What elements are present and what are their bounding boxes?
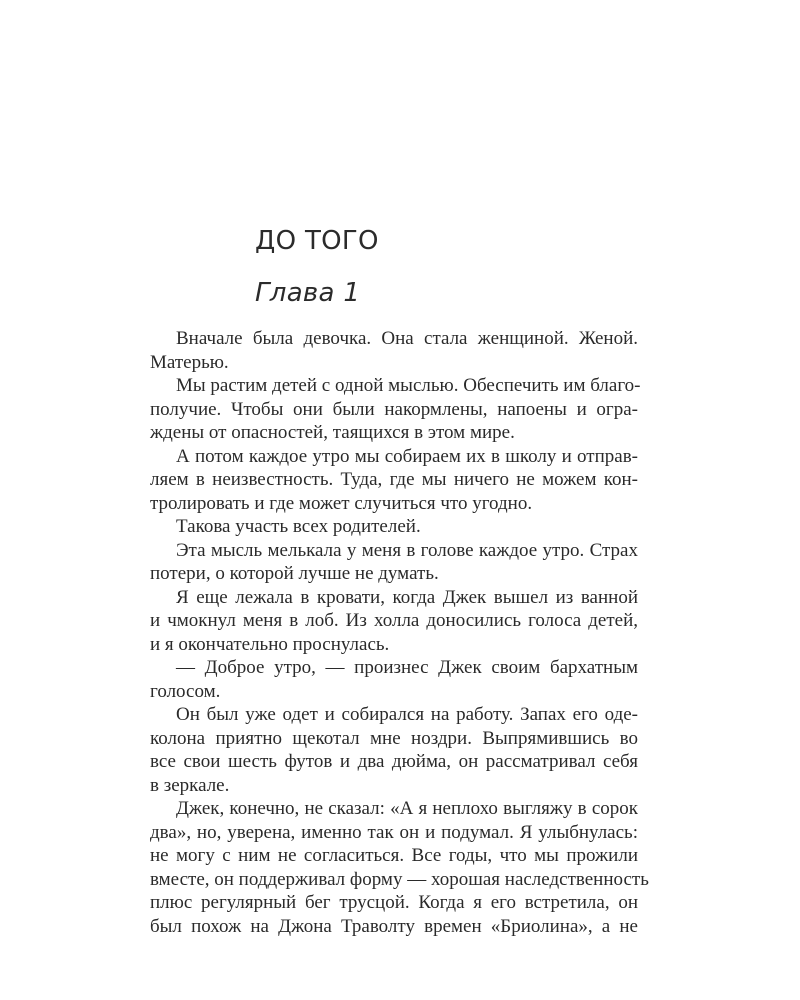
text-line: ляем в неизвестность. Туда, где мы ничего не можем кон-: [150, 469, 638, 490]
text-line: потери, о которой лучше не думать.: [150, 563, 439, 584]
text-line: Мы растим детей с одной мыслью. Обеспечить им благо-: [176, 375, 641, 396]
text-line: Вначале была девочка. Она стала женщиной. Женой.: [176, 328, 638, 349]
text-line: в зеркале.: [150, 774, 230, 796]
text-line: Он был уже одет и собирался на работу. Запах его оде-: [176, 704, 638, 725]
text-line: Джек, конечно, не сказал: «А я неплохо выгляжу в сорок: [176, 798, 638, 819]
paragraph: [150, 703, 638, 797]
paragraph: [150, 327, 638, 374]
text-line: не могу с ним не согласиться. Все годы, что мы прожили: [150, 845, 638, 866]
text-line: Такова участь всех родителей.: [176, 516, 421, 537]
chapter-title: Глава 1: [255, 278, 361, 308]
paragraph: [150, 374, 641, 445]
text-line: голосом.: [150, 680, 221, 702]
paragraph: [150, 656, 638, 703]
paragraph: [150, 586, 638, 657]
paragraph: [150, 797, 649, 938]
text-line: все свои шесть футов и два дюйма, он рассматривал себя: [150, 751, 638, 772]
text-line: А потом каждое утро мы собираем их в школу и отправ-: [176, 445, 638, 467]
text-line: плюс регулярный бег трусцой. Когда я его встретила, он: [150, 892, 638, 913]
text-line: Матерью.: [150, 351, 229, 373]
text-line: ждены от опасностей, таящихся в этом мире.: [150, 422, 515, 443]
text-line: был похож на Джона Траволту времен «Бриолина», а не: [150, 915, 638, 937]
paragraph: [150, 539, 638, 586]
text-line: Эта мысль мелькала у меня в голове каждое утро. Страх: [176, 539, 638, 561]
text-line: — Доброе утро, — произнес Джек своим бархатным: [176, 657, 638, 678]
paragraph: [150, 445, 638, 516]
text-line: два», но, уверена, именно так он и подумал. Я улыбнулась:: [150, 821, 638, 843]
text-line: и я окончательно проснулась.: [150, 633, 390, 655]
text-line: получие. Чтобы они были накормлены, напоены и огра-: [150, 398, 638, 420]
text-line: тролировать и где может случиться что угодно.: [150, 492, 533, 514]
text-line: колона приятно щекотал мне ноздри. Выпрямившись во: [150, 727, 638, 749]
paragraph: [150, 515, 638, 539]
text-line: вместе, он поддерживал форму — хорошая наследственность: [150, 868, 649, 890]
text-line: Я еще лежала в кровати, когда Джек вышел из ванной: [176, 586, 638, 608]
text-line: и чмокнул меня в лоб. Из холла доносились голоса детей,: [150, 610, 638, 631]
chapter-body: [150, 327, 649, 938]
section-title: ДО ТОГО: [255, 226, 379, 256]
